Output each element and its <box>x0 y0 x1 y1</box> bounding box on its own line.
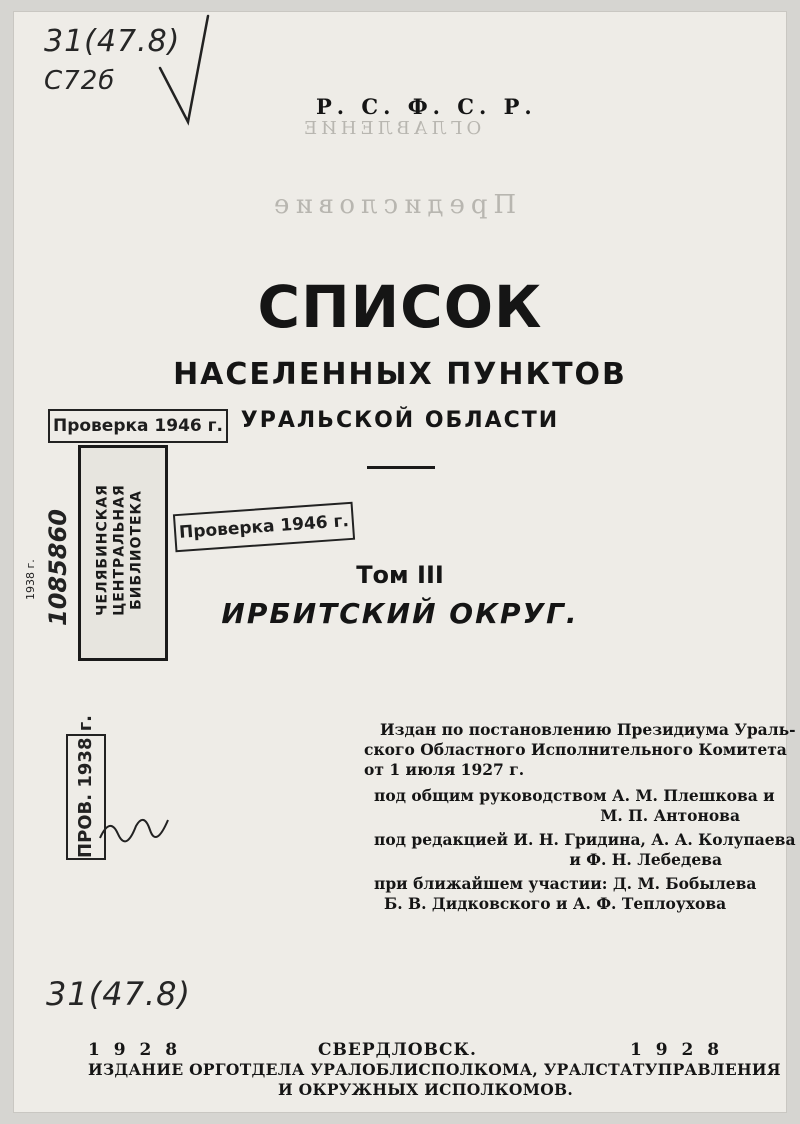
handwritten-scribble <box>96 808 176 858</box>
library-stamp-line-2: ЦЕНТРАЛЬНАЯ <box>111 484 128 616</box>
year-left: 1 9 2 8 <box>88 1040 182 1060</box>
page-title: СПИСОК <box>257 273 543 341</box>
volume-title: ИРБИТСКИЙ ОКРУГ. <box>221 597 579 630</box>
handwritten-cipher: С72б <box>44 66 116 96</box>
published-line-3: от 1 июля 1927 г. <box>364 760 525 779</box>
title-divider <box>367 466 435 469</box>
title-line-2: НАСЕЛЕННЫХ ПУНКТОВ <box>173 357 627 392</box>
handwritten-shelf-code: 31(47.8) <box>44 24 181 59</box>
published-line-2: ского Областного Исполнительного Комитета <box>364 740 787 759</box>
editors-line-1: под редакцией И. Н. Гридина, А. А. Колупаева <box>374 830 796 849</box>
participation-line-1: при ближайшем участии: Д. М. Бобылева <box>374 874 757 893</box>
handwritten-check-mark <box>150 10 220 130</box>
volume-number: Том III <box>356 561 444 589</box>
direction-line-1: под общим руководством А. М. Плешкова и <box>374 786 775 805</box>
published-line-1: Издан по постановлению Президиума Ураль- <box>380 720 796 739</box>
check-stamp-1946-b: Проверка 1946 г. <box>173 502 355 552</box>
bleed-through-heading: ОГЛАВЛЕНИЕ <box>300 118 482 139</box>
publisher-line-2: И ОКРУЖНЫХ ИСПОЛКОМОВ. <box>278 1080 574 1099</box>
library-stamp-line-3: БИБЛИОТЕКА <box>128 490 145 610</box>
bleed-through-preface: Предисловие <box>268 190 517 220</box>
title-line-3: УРАЛЬСКОЙ ОБЛАСТИ <box>240 408 560 433</box>
handwritten-side-note: 1938 г. <box>24 559 37 600</box>
direction-line-2: М. П. Антонова <box>600 806 740 825</box>
publication-city: СВЕРДЛОВСК. <box>318 1040 477 1060</box>
handwritten-inventory-number: 1085860 <box>44 509 72 626</box>
participation-line-2: Б. В. Дидковского и А. Ф. Теплоухова <box>384 894 727 913</box>
editors-line-2: и Ф. Н. Лебедева <box>569 850 722 869</box>
check-stamp-1946-a: Проверка 1946 г. <box>48 409 228 443</box>
year-right: 1 9 2 8 <box>630 1040 724 1060</box>
check-stamp-1938: ПРОВ. 1938 г. <box>66 734 106 860</box>
handwritten-bottom-code: 31(47.8) <box>46 975 191 1013</box>
publisher-line-1: ИЗДАНИЕ ОРГОТДЕЛА УРАЛОБЛИСПОЛКОМА, УРАЛСТАТУПРАВЛЕНИЯ <box>88 1060 781 1079</box>
library-stamp-line-1: ЧЕЛЯБИНСКАЯ <box>94 484 111 616</box>
state-header: Р. С. Ф. С. Р. <box>316 94 537 119</box>
